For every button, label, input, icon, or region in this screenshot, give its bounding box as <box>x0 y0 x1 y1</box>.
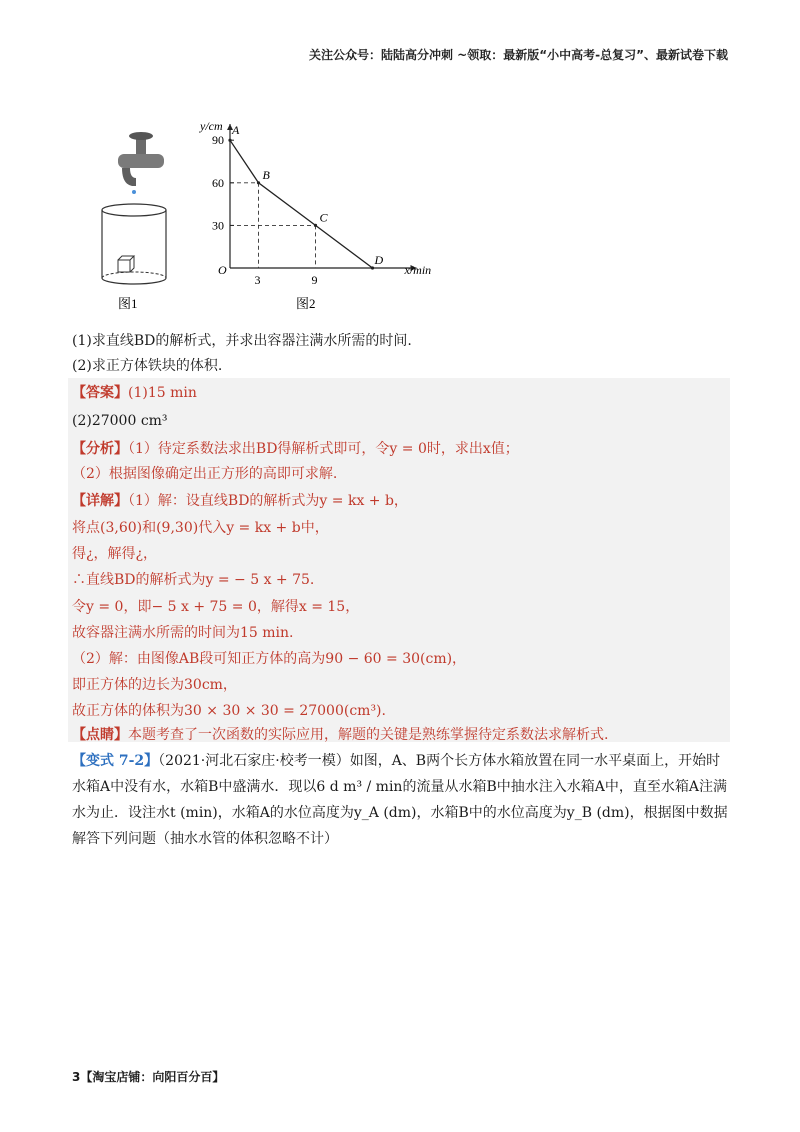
page-header: 关注公众号：陆陆高分冲刺 ~领取：最新版“小中高考-总复习”、最新试卷下载 <box>309 48 728 62</box>
question-1: (1)求直线BD的解析式，并求出容器注满水所需的时间. <box>72 333 412 349</box>
data-point <box>314 224 317 227</box>
detail-line-3: 得¿，解得¿， <box>72 546 158 562</box>
series-line <box>230 140 373 268</box>
variant-tag: 【变式 7-2】 <box>72 753 159 769</box>
y-tick-label: 60 <box>212 175 224 190</box>
x-tick-label: 9 <box>311 273 318 287</box>
question-2: (2)求正方体铁块的体积. <box>72 358 223 374</box>
detail-text-1: （1）解：设直线BD的解析式为y = kx + b， <box>128 493 408 509</box>
answer-line-1 <box>72 382 197 404</box>
y-tick-label: 30 <box>212 218 224 233</box>
detail-line-9: 故正方体的体积为30 × 30 × 30 = 27000(cm³). <box>72 703 386 719</box>
detail-line-1 <box>72 490 408 512</box>
page-footer: 3【淘宝店铺：向阳百分百】 <box>72 1070 225 1084</box>
detail-line-2: 将点(3,60)和(9,30)代入y = kx + b中， <box>72 520 329 536</box>
origin-label: O <box>218 263 227 277</box>
analysis-tag: 【分析】 <box>72 441 128 457</box>
faucet-illustration <box>118 132 164 194</box>
analysis-line-1 <box>72 438 519 460</box>
variant-problem <box>72 748 732 852</box>
x-axis-label: x/min <box>404 263 432 277</box>
detail-line-6: 故容器注满水所需的时间为15 min. <box>72 625 294 641</box>
point-label: B <box>262 167 270 182</box>
data-point <box>257 181 260 184</box>
figure1-caption: 图1 <box>118 296 138 311</box>
comment-line <box>72 724 608 746</box>
detail-line-7: （2）解：由图像AB段可知正方体的高为90 − 60 = 30(cm)， <box>72 651 467 667</box>
variant-text: （2021·河北石家庄·校考一模）如图，A、B两个长方体水箱放置在同一水平桌面上，开始时水箱A中没有水，水箱B中盛满水．现以6 d m³ / min的流量从水箱B中抽水注入水箱A中，直至水箱A注满水为止．设注水t (min)，水箱A的水位高度为y_A (dm)，水箱B中的水位高度为y_B (dm)，根据图中数据解答下列问题（抽水水管的体积忽略不计） <box>72 753 728 847</box>
point-label: A <box>232 123 240 138</box>
line-chart <box>199 119 431 287</box>
detail-tag: 【详解】 <box>72 493 128 509</box>
figure-area <box>88 100 448 320</box>
answer-tag: 【答案】 <box>72 385 128 401</box>
y-tick-label: 90 <box>212 133 224 148</box>
detail-line-8: 即正方体的边长为30cm， <box>72 677 237 693</box>
y-axis-label: y/cm <box>200 119 223 133</box>
data-point <box>228 139 231 142</box>
detail-line-4: ∴直线BD的解析式为y = − 5 x + 75. <box>72 572 315 588</box>
point-label: C <box>319 210 328 225</box>
analysis-text-1: （1）待定系数法求出BD得解析式即可，令y = 0时，求出x值； <box>128 441 519 457</box>
cylinder-container <box>102 204 166 284</box>
figure2-caption: 图2 <box>296 296 316 311</box>
answer-1: (1)15 min <box>128 385 197 401</box>
comment-text: 本题考查了一次函数的实际应用，解题的关键是熟练掌握待定系数法求解析式. <box>128 727 609 743</box>
point-label: D <box>374 253 384 267</box>
comment-tag: 【点睛】 <box>72 727 128 743</box>
detail-line-5: 令y = 0，即− 5 x + 75 = 0，解得x = 15， <box>72 599 360 615</box>
x-tick-label: 3 <box>254 273 261 287</box>
analysis-line-2: （2）根据图像确定出正方形的高即可求解. <box>72 466 338 482</box>
answer-line-2: (2)27000 cm³ <box>72 413 168 429</box>
